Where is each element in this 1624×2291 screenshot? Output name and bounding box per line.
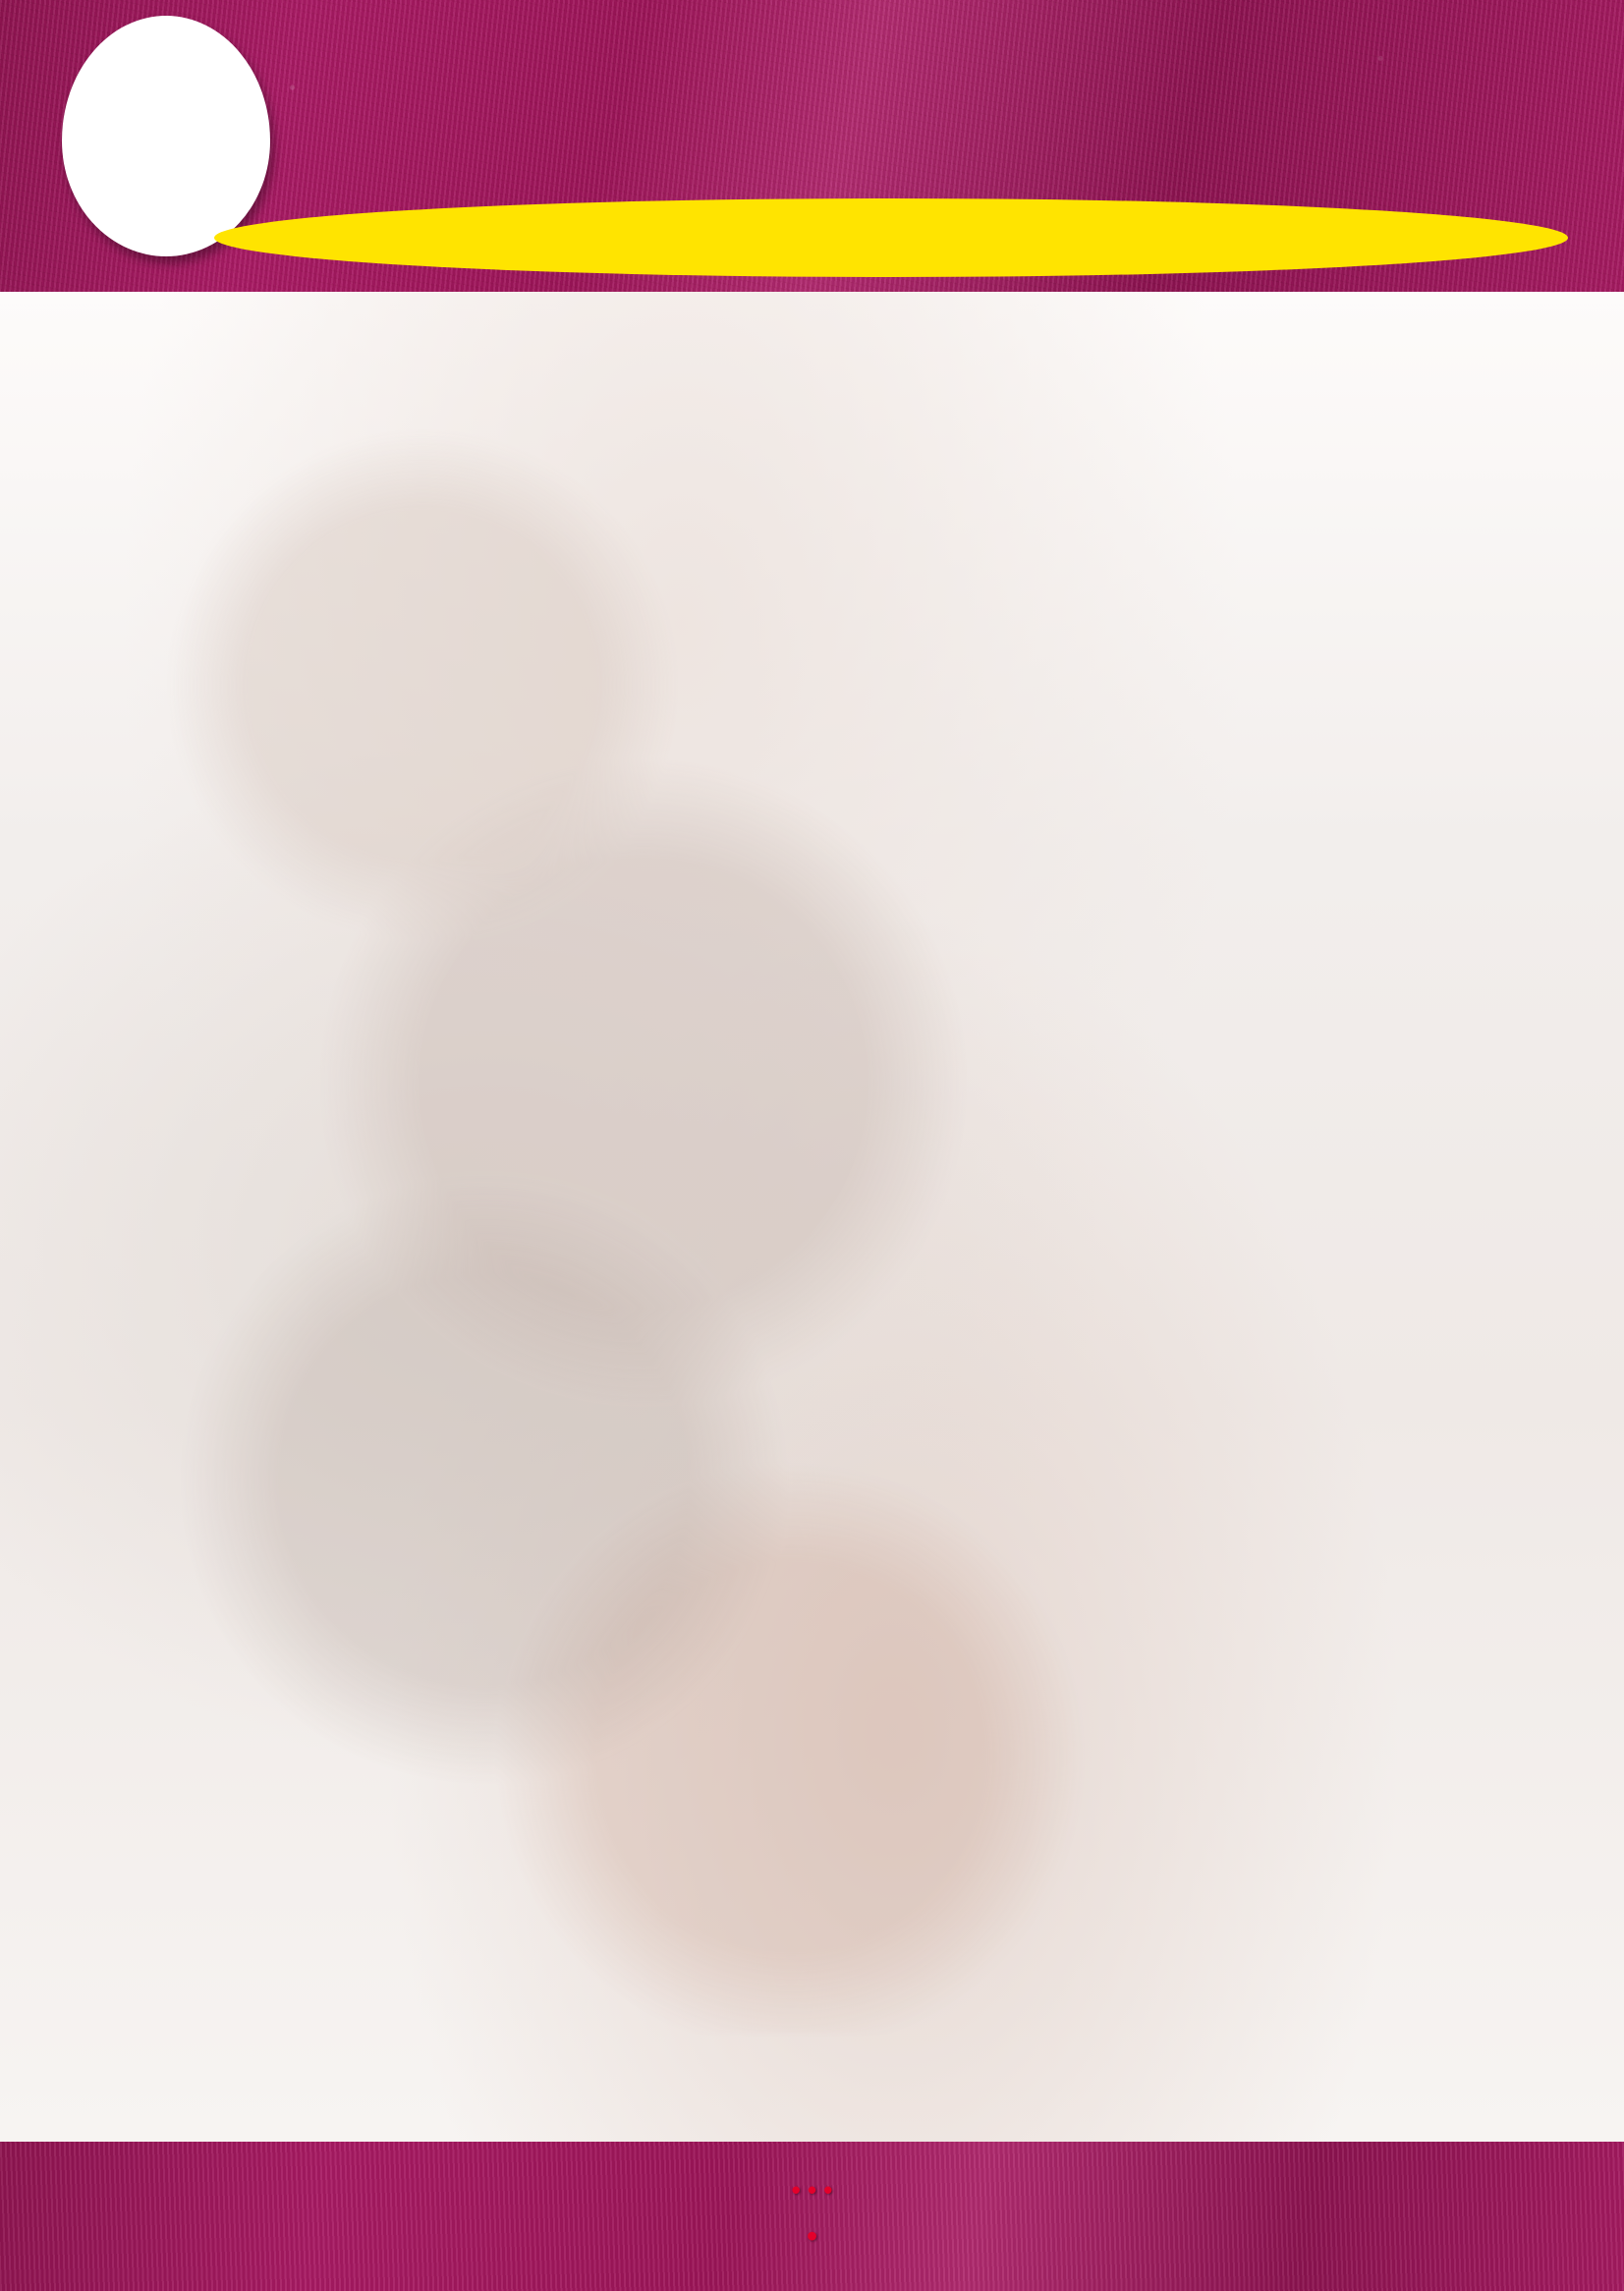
edition-badge (62, 16, 270, 256)
schedule-sheet (0, 292, 1624, 2142)
poster-header (0, 0, 1624, 292)
footer-contact-line (0, 2218, 1624, 2254)
prize-banner-shape (214, 198, 1568, 277)
poster-footer (0, 2142, 1624, 2291)
footer-sep-1: • (791, 2175, 808, 2205)
footer-sep-2: • (807, 2175, 824, 2205)
footer-sep-4: • (798, 2218, 826, 2253)
footer-organisation-line (0, 2175, 1624, 2206)
footer-sep-3: • (823, 2175, 833, 2205)
